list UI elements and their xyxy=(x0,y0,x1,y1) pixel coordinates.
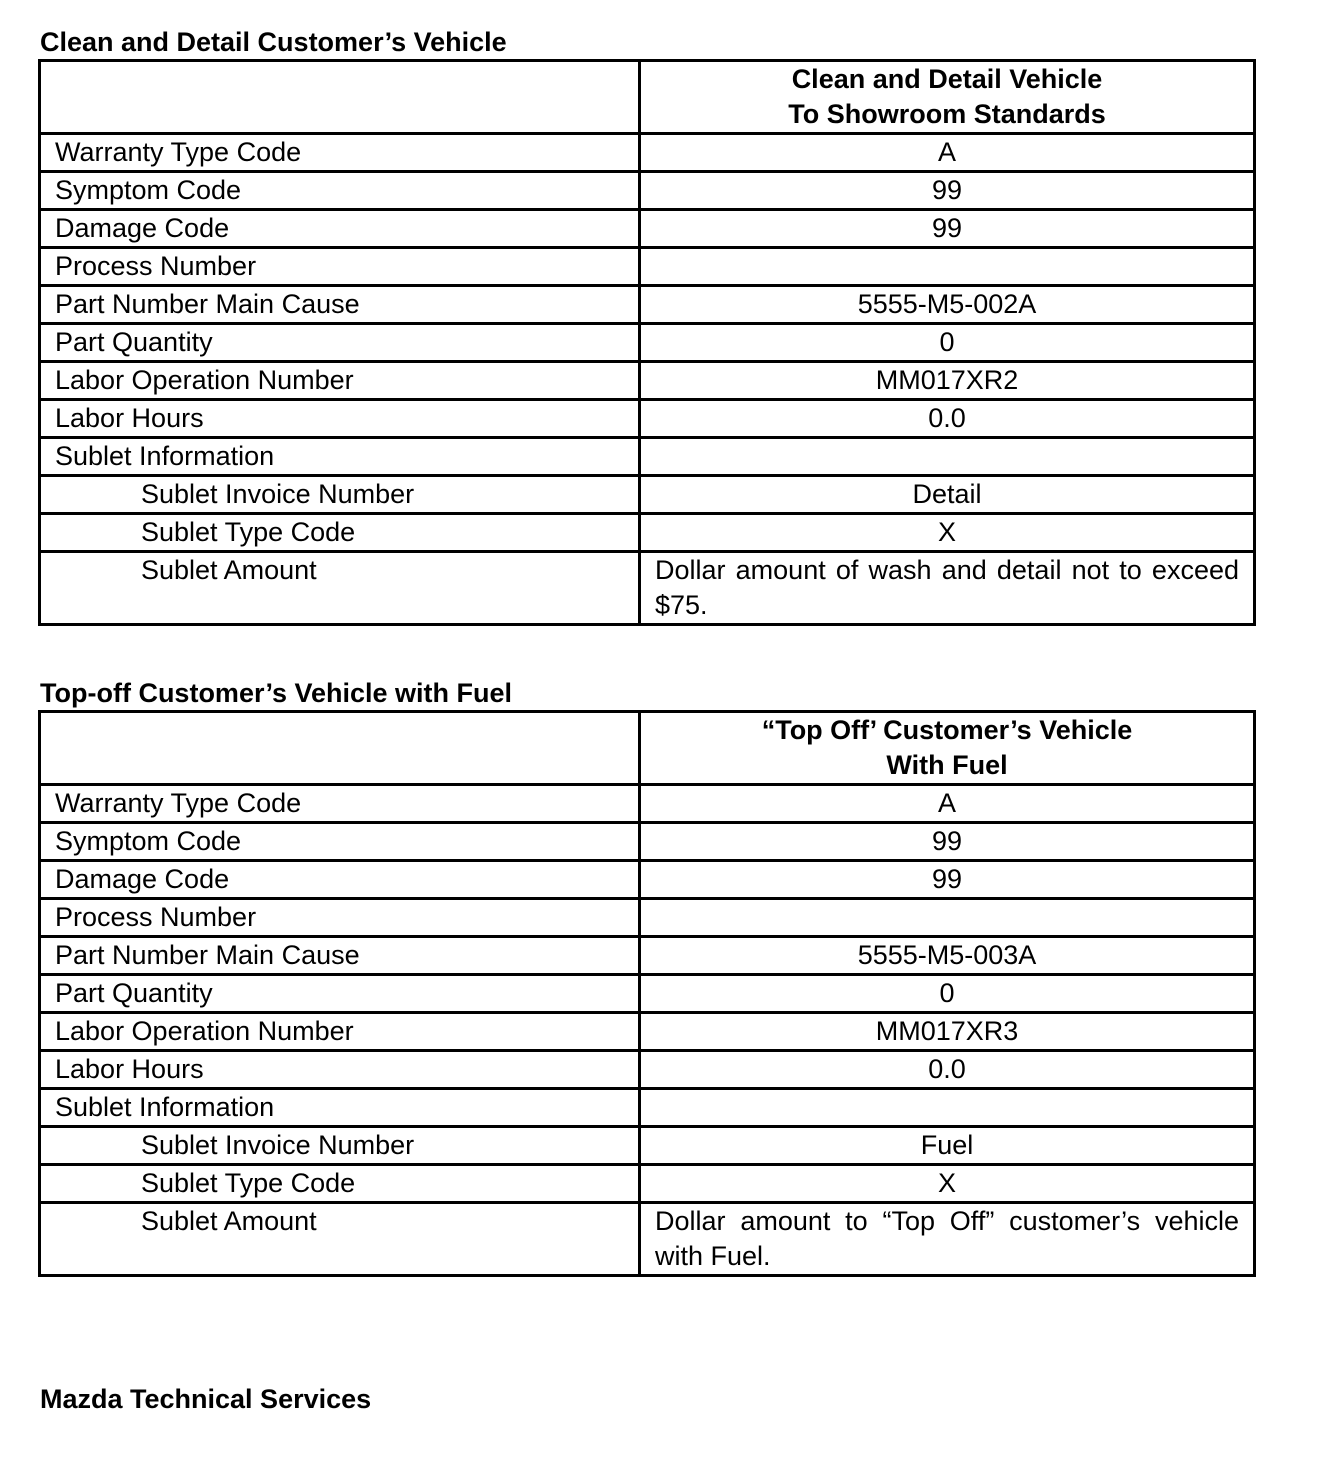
row-label: Sublet Invoice Number xyxy=(40,476,640,514)
header-title-line: Clean and Detail Vehicle xyxy=(791,64,1103,94)
table-row xyxy=(40,438,1255,476)
claim-table-top-off-fuel xyxy=(38,710,1256,1277)
row-value xyxy=(640,552,1255,625)
row-label: Labor Hours xyxy=(40,400,640,438)
row-label: Warranty Type Code xyxy=(40,134,640,172)
table-row xyxy=(40,861,1255,899)
table-row xyxy=(40,1165,1255,1203)
row-label: Process Number xyxy=(40,248,640,286)
row-value: 5555-M5-003A xyxy=(640,937,1255,975)
table-row xyxy=(40,823,1255,861)
row-label: Part Number Main Cause xyxy=(40,286,640,324)
table-row xyxy=(40,514,1255,552)
row-value: Detail xyxy=(640,476,1255,514)
row-value: MM017XR2 xyxy=(640,362,1255,400)
row-label: Part Quantity xyxy=(40,324,640,362)
table-row xyxy=(40,286,1255,324)
row-label: Sublet Information xyxy=(40,438,640,476)
footer-text: Mazda Technical Services xyxy=(40,1384,372,1414)
row-label: Sublet Invoice Number xyxy=(40,1127,640,1165)
row-label: Sublet Type Code xyxy=(40,1165,640,1203)
table-row xyxy=(40,324,1255,362)
row-value xyxy=(640,899,1255,937)
table-row xyxy=(40,476,1255,514)
row-value: 0 xyxy=(640,975,1255,1013)
row-value: X xyxy=(640,1165,1255,1203)
table-row xyxy=(40,134,1255,172)
row-value: 99 xyxy=(640,210,1255,248)
row-label: Part Quantity xyxy=(40,975,640,1013)
header-title-line: To Showroom Standards xyxy=(788,99,1106,129)
row-value: A xyxy=(640,134,1255,172)
row-value xyxy=(640,248,1255,286)
row-label: Labor Operation Number xyxy=(40,1013,640,1051)
table-row xyxy=(40,785,1255,823)
table-row xyxy=(40,400,1255,438)
row-label: Warranty Type Code xyxy=(40,785,640,823)
row-value xyxy=(640,1203,1255,1276)
header-title-line: “Top Off’ Customer’s Vehicle xyxy=(761,715,1133,745)
table-row xyxy=(40,248,1255,286)
row-value xyxy=(640,438,1255,476)
row-label: Sublet Amount xyxy=(40,552,640,625)
table-row xyxy=(40,975,1255,1013)
row-value: 0.0 xyxy=(640,400,1255,438)
table-row xyxy=(40,1127,1255,1165)
row-value: MM017XR3 xyxy=(640,1013,1255,1051)
table-header-row xyxy=(40,61,1255,134)
sublet-amount-text: Dollar amount to “Top Off” customer’s vehicle with Fuel. xyxy=(655,1206,1239,1271)
header-blank-cell xyxy=(40,61,640,134)
row-value: 99 xyxy=(640,861,1255,899)
table-row xyxy=(40,210,1255,248)
row-label: Labor Operation Number xyxy=(40,362,640,400)
table-row xyxy=(40,362,1255,400)
section-title-clean-detail: Clean and Detail Customer’s Vehicle xyxy=(40,27,507,57)
section-title-top-off-fuel: Top-off Customer’s Vehicle with Fuel xyxy=(40,678,513,708)
row-label: Symptom Code xyxy=(40,172,640,210)
header-blank-cell xyxy=(40,712,640,785)
row-value: 5555-M5-002A xyxy=(640,286,1255,324)
table-row xyxy=(40,552,1255,625)
row-value xyxy=(640,1089,1255,1127)
row-label: Process Number xyxy=(40,899,640,937)
claim-table-clean-detail xyxy=(38,59,1256,626)
row-label: Sublet Amount xyxy=(40,1203,640,1276)
row-value: 0.0 xyxy=(640,1051,1255,1089)
row-value: 0 xyxy=(640,324,1255,362)
row-label: Symptom Code xyxy=(40,823,640,861)
table-row xyxy=(40,937,1255,975)
row-value: Fuel xyxy=(640,1127,1255,1165)
row-value: X xyxy=(640,514,1255,552)
row-label: Damage Code xyxy=(40,861,640,899)
row-value: 99 xyxy=(640,823,1255,861)
table-row xyxy=(40,1089,1255,1127)
sublet-amount-text: Dollar amount of wash and detail not to exceed $75. xyxy=(655,555,1239,620)
table-row xyxy=(40,172,1255,210)
row-label: Damage Code xyxy=(40,210,640,248)
row-label: Part Number Main Cause xyxy=(40,937,640,975)
row-value: 99 xyxy=(640,172,1255,210)
row-label: Sublet Information xyxy=(40,1089,640,1127)
header-title-cell xyxy=(640,712,1255,785)
header-title-cell xyxy=(640,61,1255,134)
row-value: A xyxy=(640,785,1255,823)
table-header-row xyxy=(40,712,1255,785)
row-label: Sublet Type Code xyxy=(40,514,640,552)
header-title-line: With Fuel xyxy=(886,750,1008,780)
table-row xyxy=(40,1203,1255,1276)
table-row xyxy=(40,1051,1255,1089)
table-row xyxy=(40,1013,1255,1051)
table-row xyxy=(40,899,1255,937)
row-label: Labor Hours xyxy=(40,1051,640,1089)
